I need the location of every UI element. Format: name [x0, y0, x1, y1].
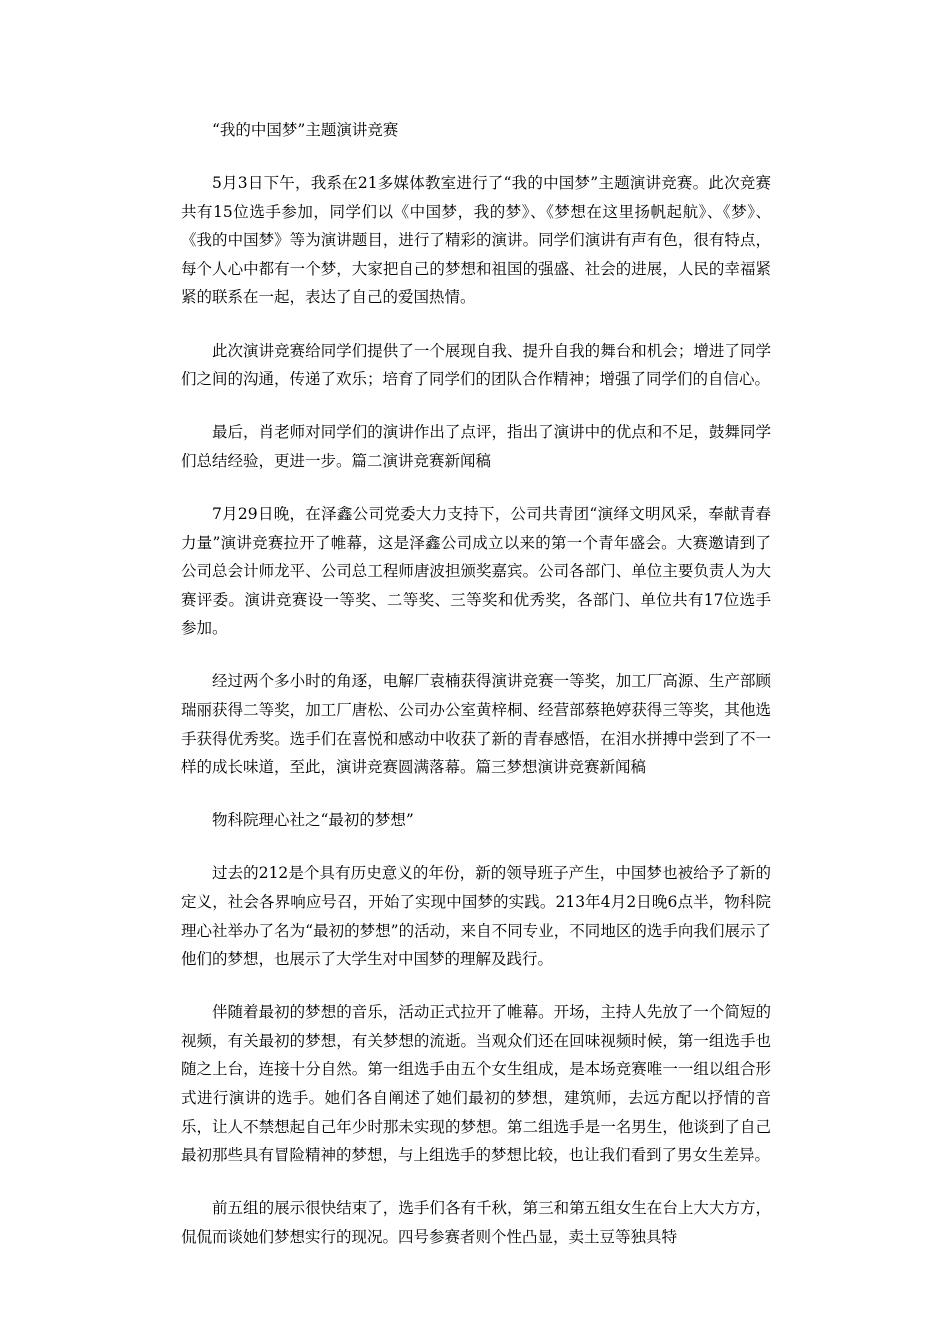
- paragraph-2: 此次演讲竞赛给同学们提供了一个展现自我、提升自我的舞台和机会；增进了同学们之间的沟通，传递了欢乐；培育了同学们的团队合作精神；增强了同学们的自信心。: [181, 341, 771, 389]
- section-heading: 物科院理心社之“最初的梦想”: [212, 811, 414, 830]
- paragraph-6: 过去的212是个具有历史意义的年份，新的领导班子产生，中国梦也被给予了新的定义，社会各界响应号召，开始了实现中国梦的实践。213年4月2日晚6点半，物科院理心社举办了名为“最初的梦想”的活动，来自不同专业，不同地区的选手向我们展示了他们的梦想，也展示了大学生对中国梦的理解及践行。: [181, 864, 771, 969]
- document-title: “我的中国梦”主题演讲竞赛: [212, 121, 399, 139]
- paragraph-8: 前五组的展示很快结束了，选手们各有千秋，第三和第五组女生在台上大大方方，侃侃而谈她们梦想实行的现况。四号参赛者则个性凸显，卖土豆等独具特: [181, 1199, 771, 1246]
- paragraph-3: 最后，肖老师对同学们的演讲作出了点评，指出了演讲中的优点和不足，鼓舞同学们总结经验，更进一步。篇二演讲竞赛新闻稿: [181, 423, 771, 470]
- paragraph-5: 经过两个多小时的角逐，电解厂袁楠获得演讲竞赛一等奖，加工厂高源、生产部顾瑞丽获得二等奖，加工厂唐松、公司办公室黄梓桐、经营部蔡艳婷获得三等奖，其他选手获得优秀奖。选手们在喜悦和感动中收获了新的青春感悟，在泪水拼搏中尝到了不一样的成长味道，至此，演讲竞赛圆满落幕。篇三梦想演讲竞赛新闻稿: [181, 672, 771, 777]
- paragraph-4: 7月29日晚，在泽鑫公司党委大力支持下，公司共青团“演绎文明风采，奉献青春力量”演讲竞赛拉开了帷幕，这是泽鑫公司成立以来的第一个青年盛会。大赛邀请到了公司总会计师龙平、公司总工程师唐波担颁奖嘉宾。公司各部门、单位主要负责人为大赛评委。演讲竞赛设一等奖、二等奖、三等奖和优秀奖，各部门、单位共有17位选手参加。: [181, 504, 771, 638]
- paragraph-7: 伴随着最初的梦想的音乐，活动正式拉开了帷幕。开场，主持人先放了一个简短的视频，有关最初的梦想，有关梦想的流逝。当观众们还在回味视频时候，第一组选手也随之上台，连接十分自然。第一组选手由五个女生组成，是本场竞赛唯一一组以组合形式进行演讲的选手。她们各自阐述了她们最初的梦想，建筑师，去远方配以抒情的音乐，让人不禁想起自己年少时那未实现的梦想。第二组选手是一名男生，他谈到了自己最初那些具有冒险精神的梦想，与上组选手的梦想比较，也让我们看到了男女生差异。: [181, 1003, 771, 1165]
- document-page: [181, 116, 771, 1276]
- paragraph-1: 5月3日下午，我系在21多媒体教室进行了“我的中国梦”主题演讲竞赛。此次竞赛共有15位选手参加，同学们以《中国梦，我的梦》、《梦想在这里扬帆起航》、《梦》、《我的中国梦》等为演讲题目，进行了精彩的演讲。同学们演讲有声有色，很有特点，每个人心中都有一个梦，大家把自己的梦想和祖国的强盛、社会的进展，人民的幸福紧紧的联系在一起，表达了自己的爱国热情。: [181, 174, 771, 307]
